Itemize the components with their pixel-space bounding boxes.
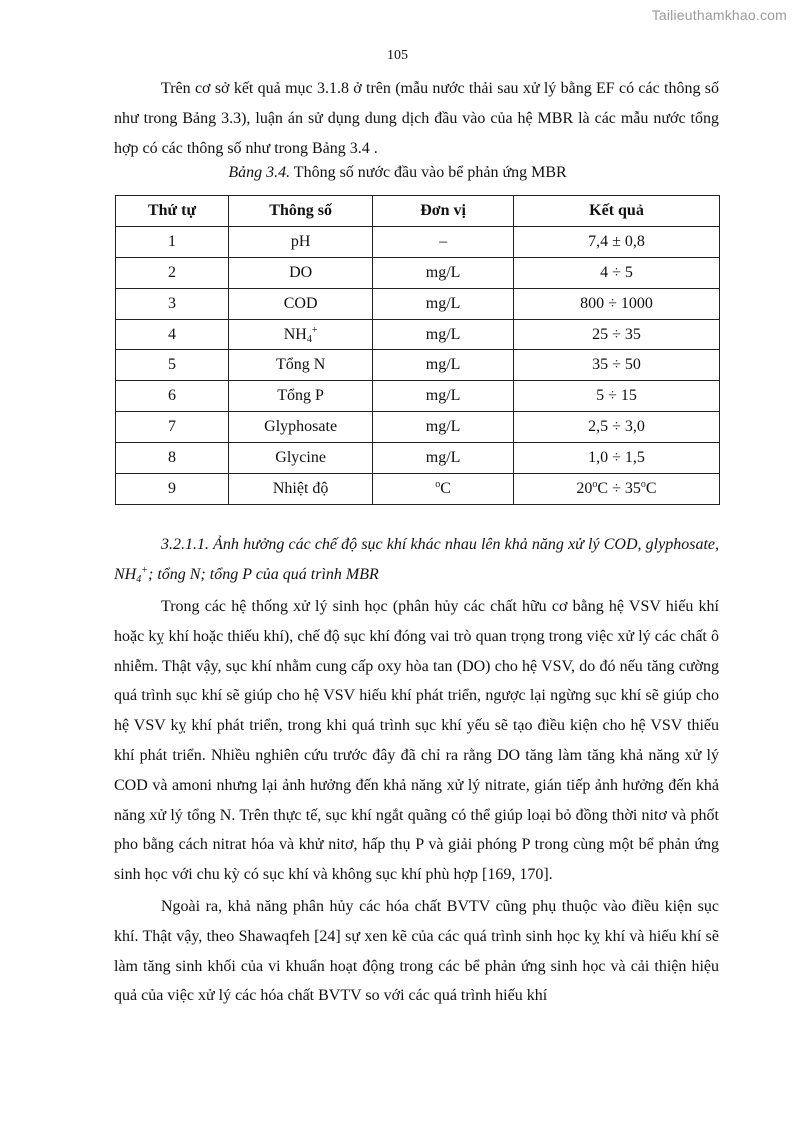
cell-unit: mg/L — [373, 257, 514, 288]
cell-no: 9 — [116, 474, 229, 505]
table-caption — [0, 164, 795, 182]
table-row — [116, 319, 720, 350]
cell-no: 1 — [116, 226, 229, 257]
table-caption-text: Thông số nước đầu vào bể phản ứng MBR — [290, 164, 567, 181]
unit-degree: o — [435, 478, 441, 490]
cell-result: 5 ÷ 15 — [513, 381, 719, 412]
cell-unit: mg/L — [373, 319, 514, 350]
heading-part2: ; tổng N; tổng P của quá trình MBR — [147, 565, 379, 583]
body-paragraph: Ngoài ra, khả năng phân hủy các hóa chất BVTV cũng phụ thuộc vào điều kiện sục khí. Thật vậy, theo Shawaqfeh [24] sự xen kẽ của các quá trình sinh học kỵ khí và hiếu khí sẽ làm tăng sinh khối của vi khuẩn hoạt động trong các bể phản ứng sinh học và cải thiện hiệu quả của việc xử lý các hóa chất BVTV so với các quá trình hiếu khí — [114, 897, 719, 1005]
section-heading — [114, 530, 719, 590]
heading-part1: 3.2.1.1. Ảnh hưởng các chế độ sục khí khác nhau lên khả năng xử lý COD, glyphosate, NH — [114, 536, 719, 583]
parameters-table — [115, 195, 720, 505]
cell-param: DO — [229, 257, 373, 288]
cell-param: Tổng N — [229, 350, 373, 381]
intro-paragraph — [114, 74, 719, 163]
table-row — [116, 474, 720, 505]
cell-no: 3 — [116, 288, 229, 319]
table-header-row — [116, 196, 720, 227]
cell-unit: mg/L — [373, 288, 514, 319]
cell-unit: mg/L — [373, 412, 514, 443]
table-row — [116, 381, 720, 412]
body-paragraph: Trong các hệ thống xử lý sinh học (phân hủy các chất hữu cơ bằng hệ VSV hiếu khí hoặc kỵ khí hoặc thiếu khí), chế độ sục khí đóng vai trò quan trọng trong việc xử lý các chất ô nhiễm. Thật vậy, sục khí nhằm cung cấp oxy hòa tan (DO) cho hệ VSV, do đó nếu tăng cường quá trình sục khí sẽ giúp cho hệ VSV hiếu khí phát triển, ngược lại ngừng sục khí sẽ giúp cho hệ VSV kỵ khí phát triển, trong khi quá trình sục khí yếu sẽ tạo điều kiện cho hệ VSV thiếu khí phát triển. Nhiều nghiên cứu trước đây đã chỉ ra rằng DO tăng làm tăng khả năng xử lý COD và amoni nhưng lại ảnh hưởng đến khả năng xử lý nitrate, gián tiếp ảnh hưởng đến khả năng xử lý tổng N. Trên thực tế, sục khí ngắt quãng có thể giúp loại bỏ đồng thời nitơ và phốt pho bằng cách nitrat hóa và khử nitơ, hấp thụ P và giải phóng P trong cùng một bể phản ứng sinh học với chu kỳ có sục khí và không sục khí phù hợp [169, 170]. — [114, 598, 719, 884]
result-part-c: C — [645, 479, 657, 497]
cell-unit: – — [373, 226, 514, 257]
watermark: Tailieuthamkhao.com — [651, 7, 787, 23]
cell-no: 6 — [116, 381, 229, 412]
header-parameter: Thông số — [229, 196, 373, 227]
cell-no: 8 — [116, 443, 229, 474]
cell-param: COD — [229, 288, 373, 319]
param-main: NH — [283, 325, 307, 343]
header-result: Kết quả — [513, 196, 719, 227]
heading-superscript: + — [141, 564, 148, 576]
unit-main: C — [440, 479, 451, 497]
cell-result: 7,4 ± 0,8 — [513, 226, 719, 257]
cell-result: 4 ÷ 5 — [513, 257, 719, 288]
cell-param: Nhiệt độ — [229, 474, 373, 505]
cell-param: pH — [229, 226, 373, 257]
heading-subscript: 4 — [136, 573, 142, 585]
cell-result — [513, 474, 719, 505]
table-caption-label: Bảng 3.4. — [228, 164, 291, 181]
table-row — [116, 350, 720, 381]
table-row — [116, 412, 720, 443]
cell-no: 2 — [116, 257, 229, 288]
page-number: 105 — [387, 48, 408, 63]
cell-no: 7 — [116, 412, 229, 443]
intro-text: Trên cơ sở kết quả mục 3.1.8 ở trên (mẫu nước thải sau xử lý bằng EF có các thông số như trong Bảng 3.3), luận án sử dụng dung dịch đầu vào của hệ MBR là các mẫu nước tổng hợp có các thông số như trong Bảng 3.4 . — [114, 80, 719, 157]
result-part-b: C ÷ 35 — [597, 479, 641, 497]
result-degree-a: o — [592, 478, 598, 490]
cell-unit: mg/L — [373, 443, 514, 474]
param-superscript: + — [311, 324, 318, 336]
cell-unit: mg/L — [373, 350, 514, 381]
param-subscript: 4 — [306, 333, 312, 345]
cell-result: 800 ÷ 1000 — [513, 288, 719, 319]
cell-result: 1,0 ÷ 1,5 — [513, 443, 719, 474]
result-part-a: 20 — [576, 479, 593, 497]
body-text — [114, 592, 719, 1011]
cell-result: 35 ÷ 50 — [513, 350, 719, 381]
table-row — [116, 226, 720, 257]
cell-param: Glyphosate — [229, 412, 373, 443]
table-row — [116, 443, 720, 474]
cell-param — [229, 319, 373, 350]
header-order: Thứ tự — [116, 196, 229, 227]
cell-no: 4 — [116, 319, 229, 350]
header-unit: Đơn vị — [373, 196, 514, 227]
cell-unit — [373, 474, 514, 505]
cell-param: Tổng P — [229, 381, 373, 412]
result-degree-b: o — [640, 478, 646, 490]
cell-result: 2,5 ÷ 3,0 — [513, 412, 719, 443]
cell-param: Glycine — [229, 443, 373, 474]
cell-unit: mg/L — [373, 381, 514, 412]
table-row — [116, 288, 720, 319]
cell-result: 25 ÷ 35 — [513, 319, 719, 350]
table-row — [116, 257, 720, 288]
cell-no: 5 — [116, 350, 229, 381]
